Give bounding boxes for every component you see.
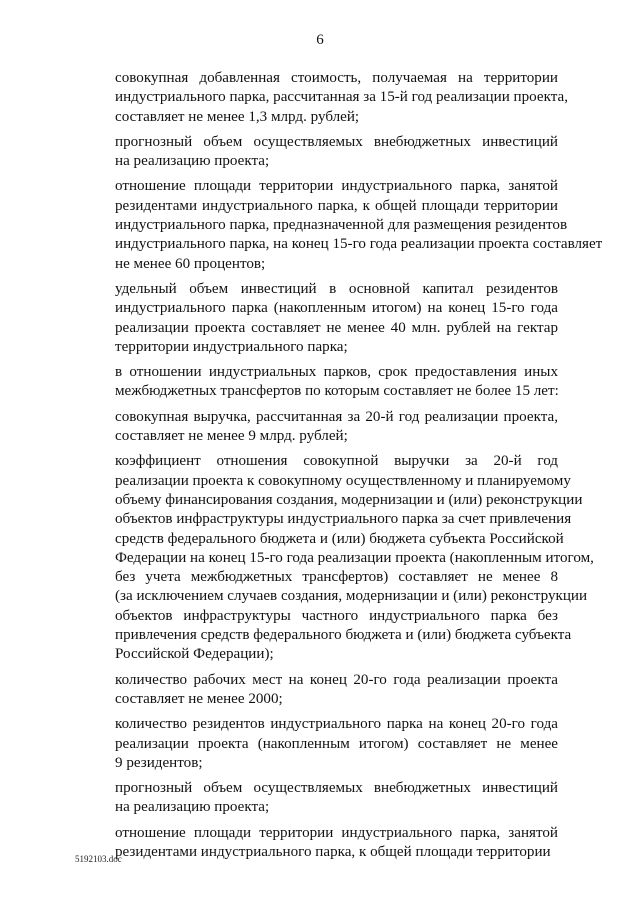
paragraph-line: совокупная выручка, рассчитанная за 20-й год реализации проекта, [115, 408, 558, 425]
paragraph-line: составляет не менее 9 млрд. рублей; [115, 428, 348, 445]
paragraph-line: составляет не менее 1,3 млрд. рублей; [115, 108, 360, 125]
paragraph-line: индустриального парка, рассчитанная за 15-й год реализации проекта, [115, 89, 568, 106]
paragraph-line: на реализацию проекта; [115, 799, 270, 816]
paragraph-line: прогнозный объем осуществляемых внебюджетных инвестиций [115, 780, 558, 797]
paragraph-line: средств федерального бюджета и (или) бюджета субъекта Российской [115, 530, 564, 547]
paragraph-line: без учета межбюджетных трансфертов) составляет не менее 8 [115, 569, 558, 586]
paragraph-line: удельный объем инвестиций в основной капитал резидентов [115, 280, 558, 297]
paragraph-line: резидентами индустриального парка, к общей площади территории [115, 843, 551, 860]
paragraph-line: отношение площади территории индустриального парка, занятой [115, 178, 558, 195]
paragraph-line: (за исключением случаев создания, модернизации и (или) реконструкции [115, 588, 588, 605]
paragraph [75, 363, 558, 402]
paragraph-line: индустриального парка, предназначенной для размещения резидентов [115, 217, 568, 234]
paragraph-line: количество рабочих мест на конец 20-го года реализации проекта [115, 671, 558, 688]
paragraph-line: резидентами индустриального парка, к общей площади территории [115, 197, 558, 214]
paragraph-line: отношение площади территории индустриального парка, занятой [115, 824, 558, 841]
document-body [75, 69, 603, 868]
paragraph-line: не менее 60 процентов; [115, 255, 266, 272]
paragraph [75, 69, 568, 127]
paragraph-line: реализации проекта к совокупному осуществленному и планируемому [115, 472, 571, 489]
footer-file-code: 5192103.doc [75, 854, 122, 864]
paragraph-line: индустриального парка, на конец 15-го года реализации проекта составляет [115, 236, 603, 253]
paragraph-line: Российской Федерации); [115, 646, 274, 663]
paragraph [75, 280, 558, 357]
paragraph-line: коэффициент отношения совокупной выручки за 20-й год [115, 453, 558, 470]
paragraph-line: объектов инфраструктуры индустриального парка за счет привлечения [115, 511, 572, 528]
paragraph-line: реализации проекта (накопленным итогом) составляет не менее [115, 735, 558, 752]
paragraph-line: совокупная добавленная стоимость, получаемая на территории [115, 70, 558, 86]
paragraph-line: в отношении индустриальных парков, срок предоставления иных [115, 364, 558, 381]
paragraph [75, 408, 558, 447]
paragraph [75, 452, 594, 664]
paragraph-line: объему финансирования создания, модернизации и (или) реконструкции [115, 491, 583, 508]
paragraph-line: межбюджетных трансфертов по которым составляет не более 15 лет: [115, 383, 559, 400]
paragraph-line: территории индустриального парка; [115, 338, 348, 355]
paragraph-line: индустриального парка (накопленным итогом) на конец 15-го года [115, 300, 558, 317]
paragraph [75, 177, 603, 273]
paragraph-line: на реализацию проекта; [115, 153, 270, 170]
paragraph [75, 824, 558, 863]
paragraph-line: объектов инфраструктуры частного индустриального парка без [115, 607, 558, 624]
paragraph [75, 715, 558, 773]
paragraph-line: прогнозный объем осуществляемых внебюджетных инвестиций [115, 133, 558, 150]
paragraph-line: реализации проекта составляет не менее 40 млн. рублей на гектар [115, 319, 558, 336]
paragraph-line: составляет не менее 2000; [115, 690, 283, 707]
paragraph [75, 671, 558, 710]
page-number: 6 [316, 32, 324, 48]
paragraph [75, 779, 558, 818]
paragraph-line: количество резидентов индустриального парка на конец 20-го года [115, 716, 558, 733]
paragraph-line: 9 резидентов; [115, 754, 203, 771]
paragraph [75, 133, 558, 172]
paragraph-line: привлечения средств федерального бюджета и (или) бюджета субъекта [115, 627, 572, 644]
paragraph-line: Федерации на конец 15-го года реализации проекта (накопленным итогом, [115, 549, 594, 566]
